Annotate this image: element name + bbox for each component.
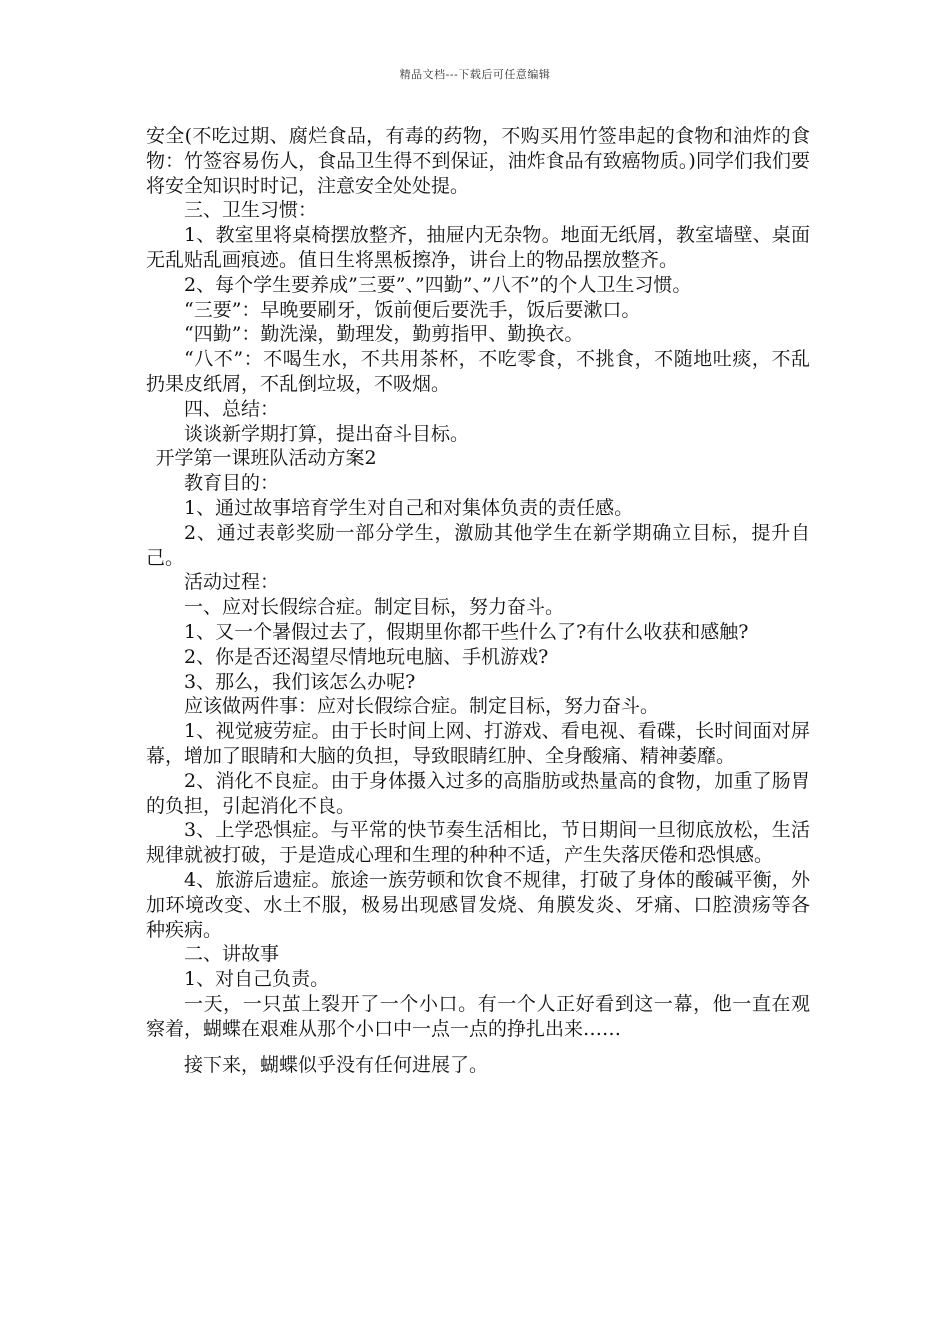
paragraph: 应该做两件事：应对长假综合症。制定目标，努力奋斗。 xyxy=(184,695,660,718)
paragraph: 一天，一只茧上裂开了一个小口。有一个人正好看到这一幕，他一直在观察着，蝴蝶在艰难从那个小口中一点一点的挣扎出来…… xyxy=(146,992,810,1040)
paragraph: 安全(不吃过期、腐烂食品，有毒的药物，不购买用竹签串起的食物和油炸的食物：竹签容易伤人，食品卫生得不到保证，油炸食品有致癌物质。)同学们我们要将安全知识时时记，注意安全处处提。 xyxy=(146,125,810,197)
paragraph: 2、消化不良症。由于身体摄入过多的高脂肪或热量高的食物，加重了肠胃的负担，引起消化不良。 xyxy=(146,769,810,817)
paragraph: 2、通过表彰奖励一部分学生，激励其他学生在新学期确立目标，提升自己。 xyxy=(146,521,810,569)
section-heading: 教育目的： xyxy=(184,472,280,495)
paragraph: 2、每个学生要养成”三要”、”四勤”、”八不”的个人卫生习惯。 xyxy=(184,273,692,296)
document-title: 开学第一课班队活动方案2 xyxy=(155,447,377,470)
paragraph: 4、旅游后遗症。旅途一族劳顿和饮食不规律，打破了身体的酸碱平衡，外加环境改变、水土不服，极易出现感冒发烧、角膜发炎、牙痛、口腔溃疡等各种疾病。 xyxy=(146,868,810,941)
paragraph: “四勤”：勤洗澡，勤理发，勤剪指甲、勤换衣。 xyxy=(184,323,584,346)
document-body xyxy=(146,124,810,1078)
paragraph: 接下来，蝴蝶似乎没有任何进展了。 xyxy=(184,1054,489,1077)
paragraph: “三要”：早晚要刷牙，饭前便后要洗手，饭后要漱口。 xyxy=(184,298,641,321)
section-heading: 一、应对长假综合症。制定目标，努力奋斗。 xyxy=(184,596,565,619)
paragraph: 3、上学恐惧症。与平常的快节奏生活相比，节日期间一旦彻底放松，生活规律就被打破，于是造成心理和生理的种种不适，产生失落厌倦和恐惧感。 xyxy=(146,819,810,867)
paragraph: “八不”：不喝生水，不共用茶杯，不吃零食，不挑食，不随地吐痰，不乱扔果皮纸屑，不乱倒垃圾，不吸烟。 xyxy=(146,348,810,395)
page-header: 精品文档---下载后可任意编辑 xyxy=(399,68,551,81)
section-heading: 活动过程： xyxy=(184,571,280,594)
paragraph: 1、视觉疲劳症。由于长时间上网、打游戏、看电视、看碟，长时间面对屏幕，增加了眼睛和大脑的负担，导致眼睛红肿、全身酸痛、精神萎靡。 xyxy=(146,720,810,767)
paragraph: 1、对自己负责。 xyxy=(184,968,330,991)
paragraph: 1、通过故事培育学生对自己和对集体负责的责任感。 xyxy=(184,496,634,519)
paragraph: 1、教室里将桌椅摆放整齐，抽屉内无杂物。地面无纸屑，教室墙壁、桌面无乱贴乱画痕迹。值日生将黑板擦净，讲台上的物品摆放整齐。 xyxy=(146,224,810,271)
paragraph: 3、那么，我们该怎么办呢? xyxy=(184,670,416,693)
paragraph: 1、又一个暑假过去了，假期里你都干些什么了?有什么收获和感触? xyxy=(184,620,749,643)
section-heading: 四、总结： xyxy=(184,397,280,420)
paragraph: 谈谈新学期打算，提出奋斗目标。 xyxy=(184,422,470,445)
section-heading: 三、卫生习惯： xyxy=(184,199,318,222)
section-heading: 二、讲故事 xyxy=(184,943,280,966)
paragraph: 2、你是否还渴望尽情地玩电脑、手机游戏? xyxy=(184,645,549,668)
